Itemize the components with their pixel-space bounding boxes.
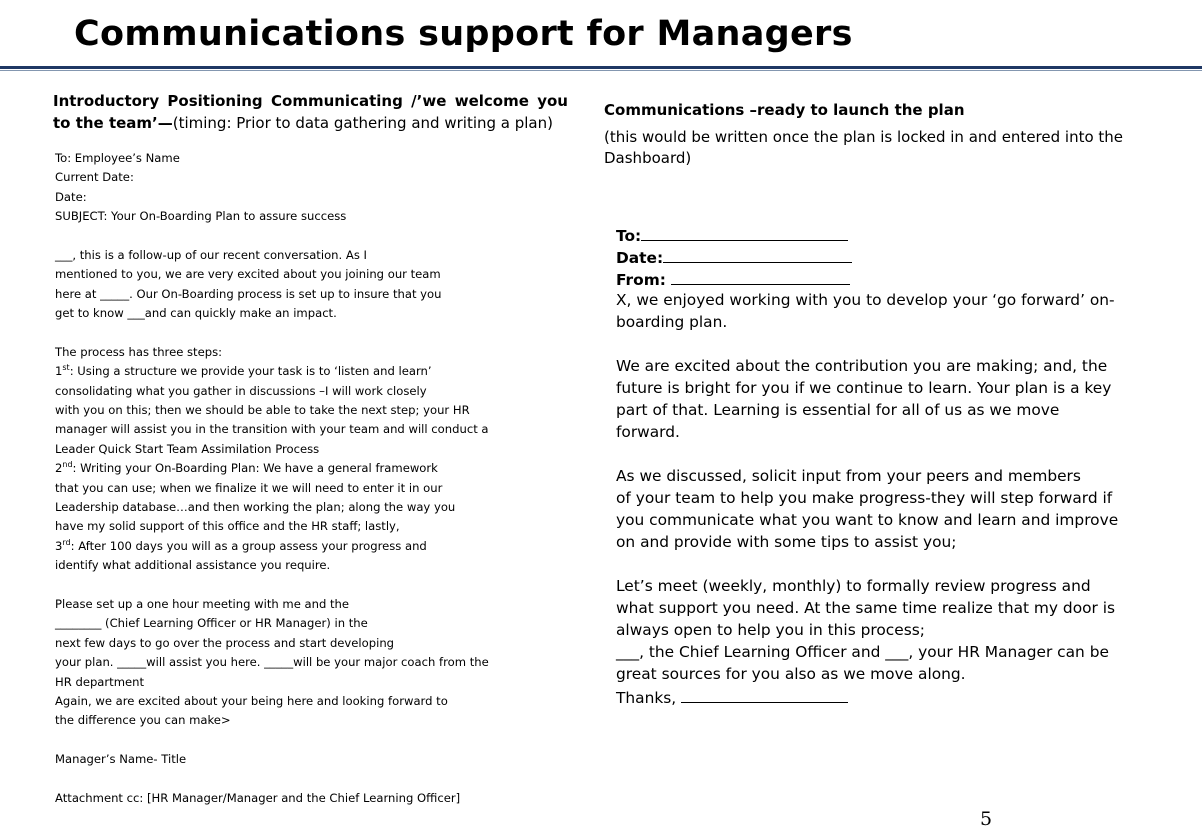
- letter-line: Please set up a one hour meeting with me and the: [55, 596, 350, 611]
- letter-line: future is bright for you if we continue to learn. Your plan is a key: [616, 379, 1112, 397]
- letter-line: you communicate what you want to know and learn and improve: [616, 511, 1119, 529]
- letter-line: have my solid support of this office and the HR staff; lastly,: [55, 519, 400, 534]
- left-heading-bold: Introductory Positioning Communicating /’we welcome you to the team’—: [53, 92, 568, 132]
- letter-line: ___, this is a follow-up of our recent conversation. As I: [55, 247, 367, 262]
- thanks-row: [616, 685, 1176, 707]
- right-heading: Communications –ready to launch the plan: [604, 101, 965, 119]
- right-subheading: (this would be written once the plan is locked in and entered into the Dashboard): [604, 128, 1124, 167]
- steps-intro: The process has three steps:: [55, 344, 223, 359]
- letter-line: the difference you can make>: [55, 713, 231, 728]
- letter-line: here at _____. Our On-Boarding process is set up to insure that you: [55, 286, 442, 301]
- letter-line: As we discussed, solicit input from your peers and members: [616, 467, 1081, 485]
- left-heading: [53, 90, 568, 134]
- letter-line: your plan. _____will assist you here. _____will be your major coach from the: [55, 655, 489, 670]
- letter-line: next few days to go over the process and start developing: [55, 635, 395, 650]
- letter-line: mentioned to you, we are very excited about you joining our team: [55, 267, 441, 282]
- step-2-line: 2nd: Writing your On-Boarding Plan: We have a general framework: [55, 460, 438, 476]
- letter-line: what support you need. At the same time realize that my door is: [616, 599, 1116, 617]
- from-blank-line: [671, 267, 850, 285]
- launch-letter: [616, 223, 1176, 707]
- letter-attachment: Attachment cc: [HR Manager/Manager and the Chief Learning Officer]: [55, 790, 461, 805]
- letter-line: Let’s meet (weekly, monthly) to formally review progress and: [616, 577, 1091, 595]
- letter-line: great sources for you also as we move along.: [616, 665, 966, 683]
- to-label: To:: [616, 227, 642, 245]
- letter-current-date-line: Current Date:: [55, 170, 134, 185]
- letter-line: boarding plan.: [616, 313, 728, 331]
- letter-line: consolidating what you gather in discussions –I will work closely: [55, 383, 427, 398]
- title-divider-thin: [0, 70, 1202, 71]
- letter-line: get to know ___and can quickly make an impact.: [55, 306, 337, 321]
- page-title: Communications support for Managers: [74, 14, 853, 54]
- from-field-row: [616, 267, 1176, 289]
- welcome-letter: [55, 149, 575, 808]
- title-divider: [0, 66, 1202, 69]
- letter-line: ________ (Chief Learning Officer or HR Manager) in the: [55, 616, 368, 631]
- letter-line: forward.: [616, 423, 680, 441]
- date-field-row: [616, 245, 1176, 267]
- letter-signature: Manager’s Name- Title: [55, 752, 187, 767]
- letter-line: identify what additional assistance you require.: [55, 558, 331, 573]
- letter-line: Again, we are excited about your being here and looking forward to: [55, 693, 448, 708]
- letter-line: of your team to help you make progress-they will step forward if: [616, 489, 1113, 507]
- letter-line: Leader Quick Start Team Assimilation Process: [55, 441, 320, 456]
- thanks-label: Thanks,: [616, 689, 682, 707]
- letter-line: HR department: [55, 674, 145, 689]
- step-3-line: 3rd: After 100 days you will as a group assess your progress and: [55, 537, 427, 553]
- date-label: Date:: [616, 249, 664, 267]
- to-blank-line: [641, 223, 848, 241]
- date-blank-line: [663, 245, 852, 263]
- letter-line: always open to help you in this process;: [616, 621, 925, 639]
- signature-blank-line: [681, 685, 848, 703]
- letter-date-line: Date:: [55, 189, 87, 204]
- step-1-line: 1st: Using a structure we provide your task is to ‘listen and learn’: [55, 363, 432, 379]
- letter-subject-line: SUBJECT: Your On-Boarding Plan to assure success: [55, 209, 347, 224]
- letter-line: ___, the Chief Learning Officer and ___, your HR Manager can be: [616, 643, 1109, 661]
- letter-line: on and provide with some tips to assist you;: [616, 533, 957, 551]
- letter-line: part of that. Learning is essential for all of us as we move: [616, 401, 1060, 419]
- from-label: From:: [616, 271, 666, 289]
- letter-line: manager will assist you in the transition with your team and will conduct a: [55, 422, 489, 437]
- letter-line: Leadership database…and then working the plan; along the way you: [55, 500, 456, 515]
- letter-line: with you on this; then we should be able to take the next step; your HR: [55, 403, 470, 418]
- page-number: 5: [980, 808, 993, 830]
- letter-line: X, we enjoyed working with you to develop your ‘go forward’ on-: [616, 291, 1115, 309]
- to-field-row: [616, 223, 1176, 245]
- letter-to-line: To: Employee’s Name: [55, 151, 180, 165]
- letter-line: We are excited about the contribution you are making; and, the: [616, 357, 1108, 375]
- left-heading-timing: (timing: Prior to data gathering and writing a plan): [172, 114, 553, 132]
- letter-line: that you can use; when we finalize it we will need to enter it in our: [55, 480, 443, 495]
